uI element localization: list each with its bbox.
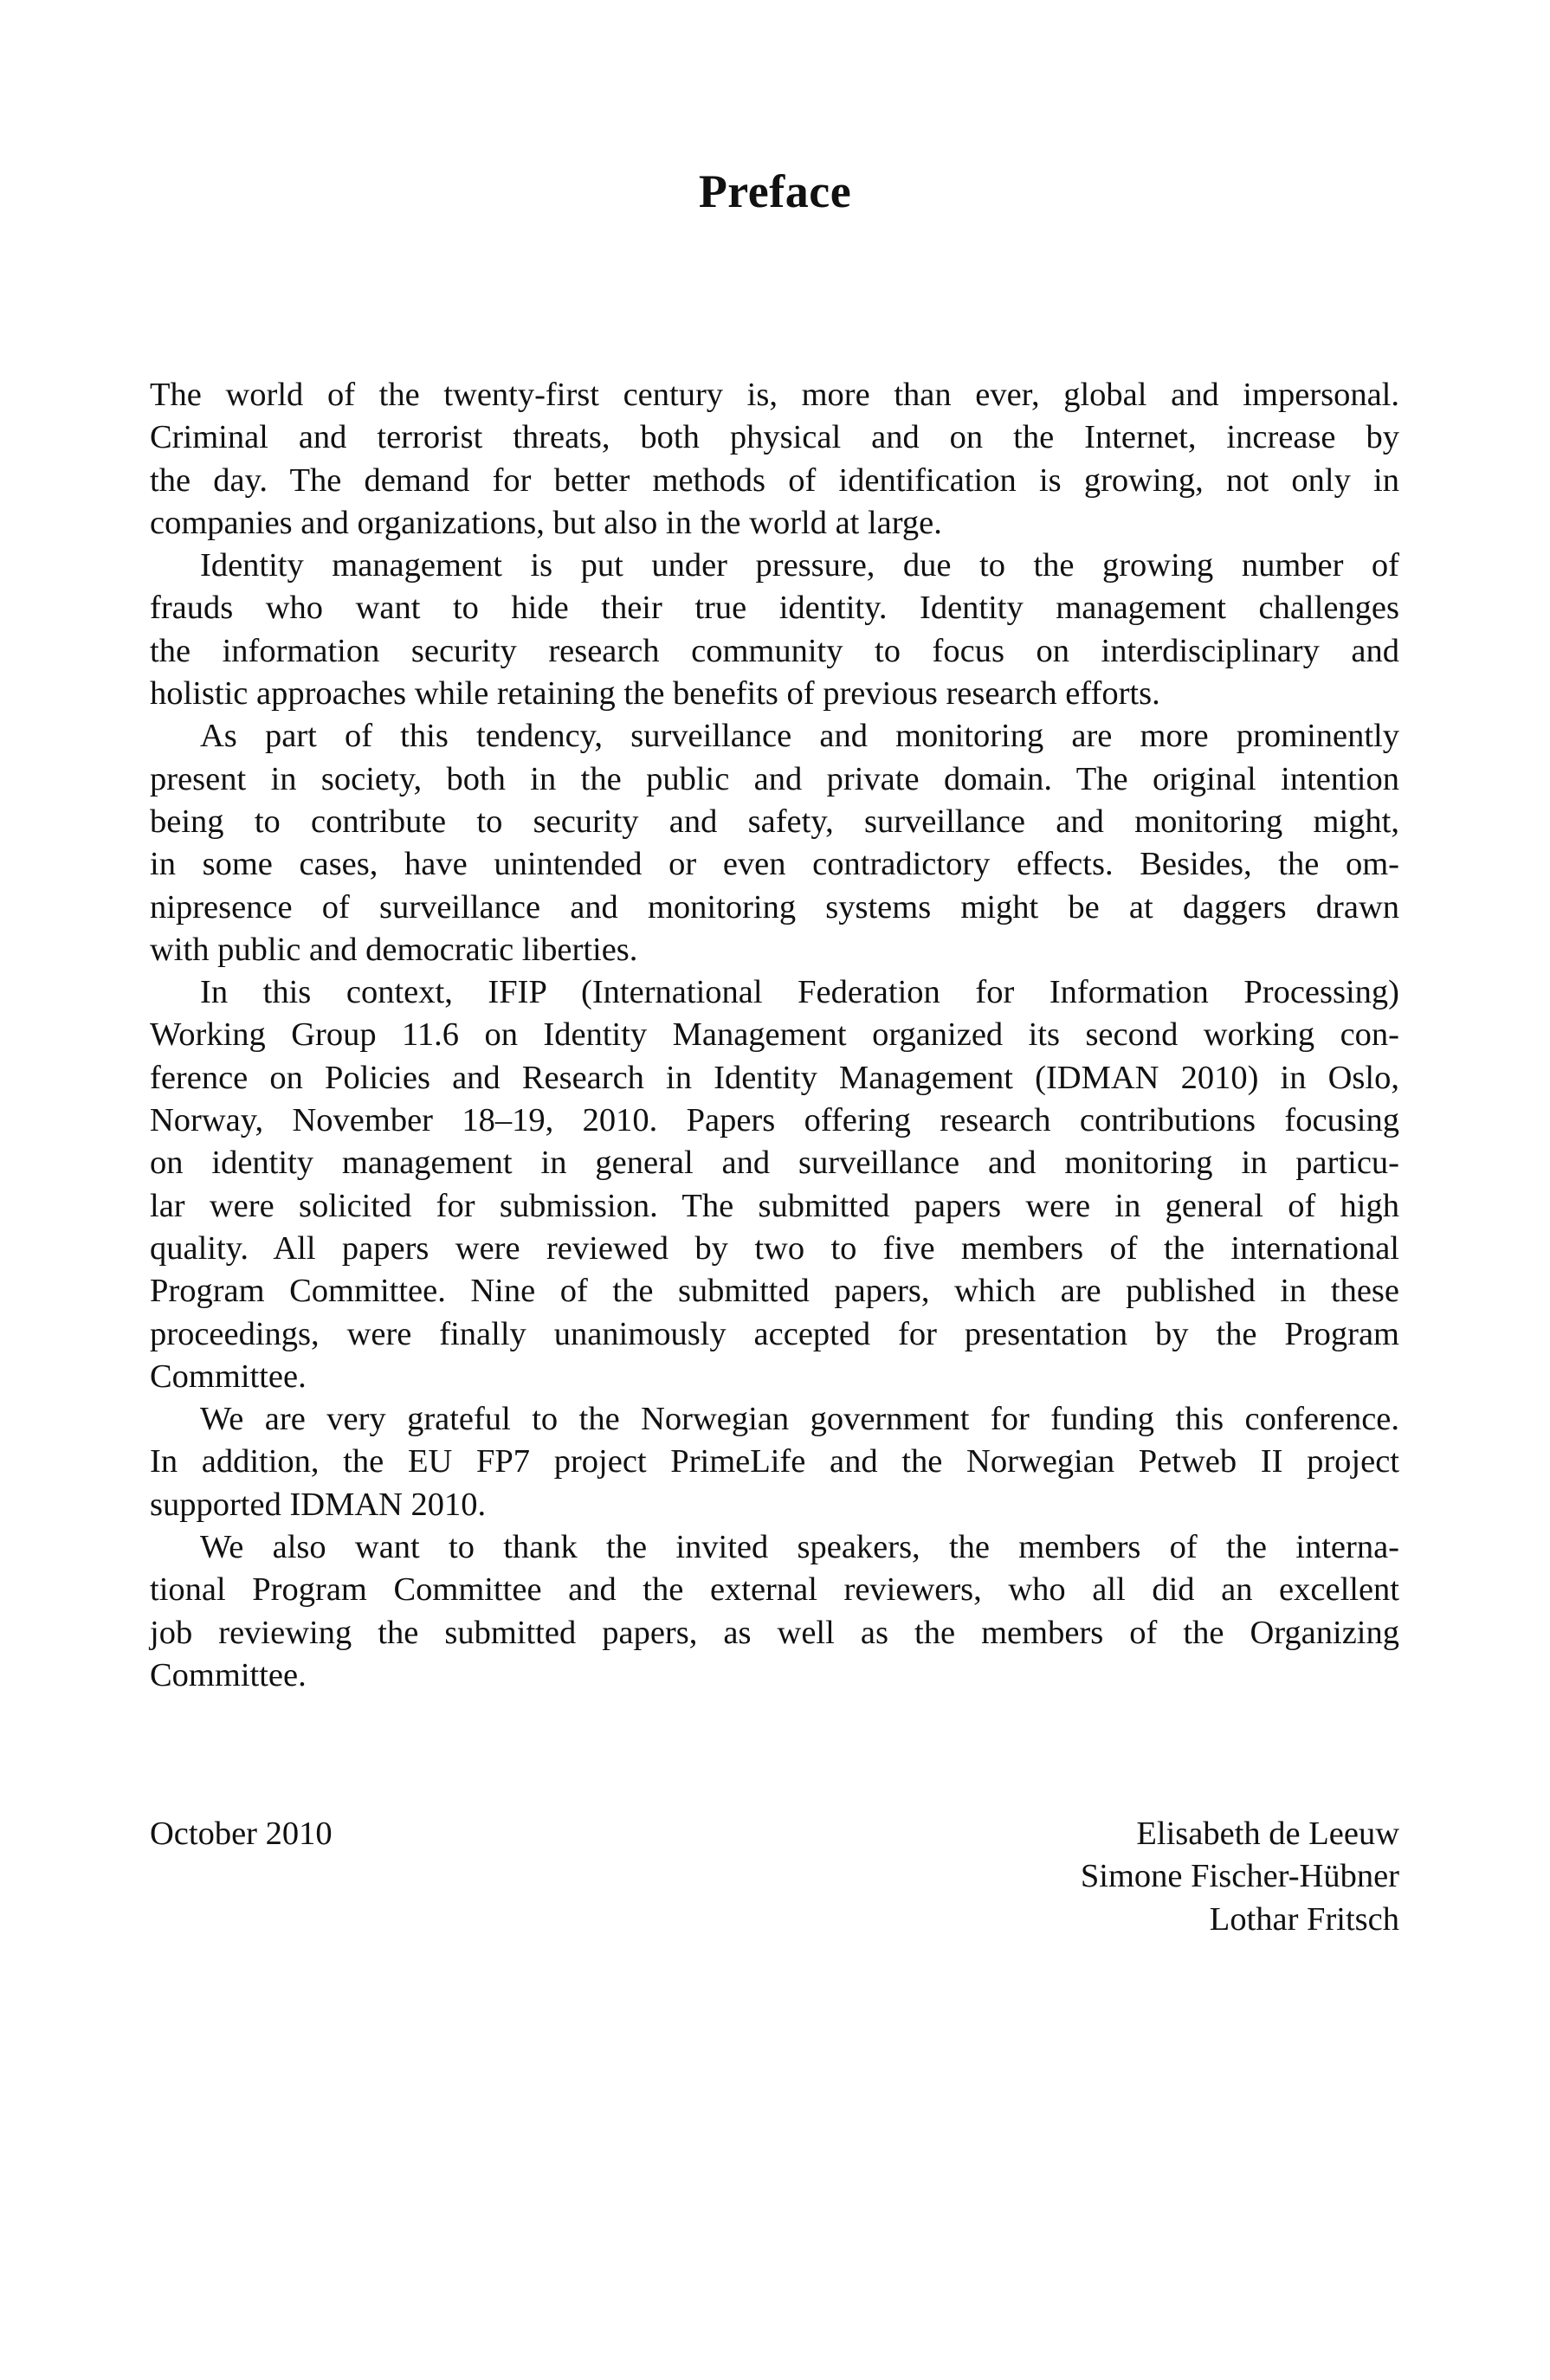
paragraph-6 (150, 1526, 1399, 1697)
text-line: supported IDMAN 2010. (150, 1486, 487, 1523)
text-line: Committee. (150, 1656, 307, 1693)
text-line: the day. The demand for better methods of identification is growing, not only in (150, 461, 1399, 499)
text-line: holistic approaches while retaining the benefits of previous research efforts. (150, 675, 1160, 713)
text-line: Criminal and terrorist threats, both physical and on the Internet, increase by (150, 419, 1399, 456)
text-line: the information security research community to focus on interdisciplinary and (150, 632, 1399, 669)
text-line: tional Program Committee and the external reviewers, who all did an excellent (150, 1571, 1399, 1609)
text-line: In addition, the EU FP7 project PrimeLife and the Norwegian Petweb II project (150, 1443, 1399, 1480)
signature-list (1081, 1813, 1399, 1941)
paragraph-4 (150, 971, 1399, 1398)
text-line: with public and democratic liberties. (150, 931, 638, 968)
text-line: lar were solicited for submission. The submitted papers were in general of high (150, 1187, 1399, 1224)
paragraph-1 (150, 374, 1399, 545)
text-line: ference on Policies and Research in Identity Management (IDMAN 2010) in Oslo, (150, 1059, 1399, 1096)
text-line: nipresence of surveillance and monitoring systems might be at daggers drawn (150, 888, 1399, 926)
text-line: The world of the twenty-first century is, more than ever, global and impersonal. (150, 377, 1399, 413)
paragraph-2 (150, 545, 1399, 715)
text-line: proceedings, were finally unanimously accepted for presentation by the Program (150, 1315, 1399, 1352)
text-line: Committee. (150, 1358, 307, 1395)
text-line: We are very grateful to the Norwegian government for funding this conference. (200, 1401, 1399, 1438)
text-line: companies and organizations, but also in the world at large. (150, 504, 942, 541)
text-line: Working Group 11.6 on Identity Management organized its second working con- (150, 1016, 1399, 1054)
text-line: Identity management is put under pressure, due to the growing number of (200, 547, 1399, 584)
text-line: present in society, both in the public and private domain. The original intention (150, 760, 1399, 797)
text-line: As part of this tendency, surveillance and monitoring are more prominently (200, 718, 1399, 755)
text-line: being to contribute to security and safety, surveillance and monitoring might, (150, 803, 1399, 840)
text-line: quality. All papers were reviewed by two to five members of the international (150, 1229, 1399, 1267)
signature-name: Elisabeth de Leeuw (1136, 1816, 1399, 1852)
text-line: Norway, November 18–19, 2010. Papers offering research contributions focusing (150, 1102, 1399, 1139)
text-line: job reviewing the submitted papers, as well as the members of the Organizing (150, 1614, 1399, 1651)
preface-body (150, 374, 1399, 1697)
signature-name: Lothar Fritsch (1209, 1900, 1399, 1938)
text-line: frauds who want to hide their true identity. Identity management challenges (150, 590, 1399, 627)
text-line: on identity management in general and surveillance and monitoring in particu- (150, 1145, 1399, 1182)
paragraph-5 (150, 1398, 1399, 1526)
signature-name: Simone Fischer-Hübner (1080, 1858, 1399, 1895)
date-line: October 2010 (150, 1816, 333, 1852)
paragraph-3 (150, 715, 1399, 971)
text-line: We also want to thank the invited speakers, the members of the interna- (200, 1529, 1399, 1566)
text-line: In this context, IFIP (International Federation for Information Processing) (200, 974, 1399, 1011)
text-line: in some cases, have unintended or even contradictory effects. Besides, the om- (150, 846, 1399, 883)
page-title: Preface (698, 165, 852, 217)
text-line: Program Committee. Nine of the submitted papers, which are published in these (150, 1273, 1399, 1310)
